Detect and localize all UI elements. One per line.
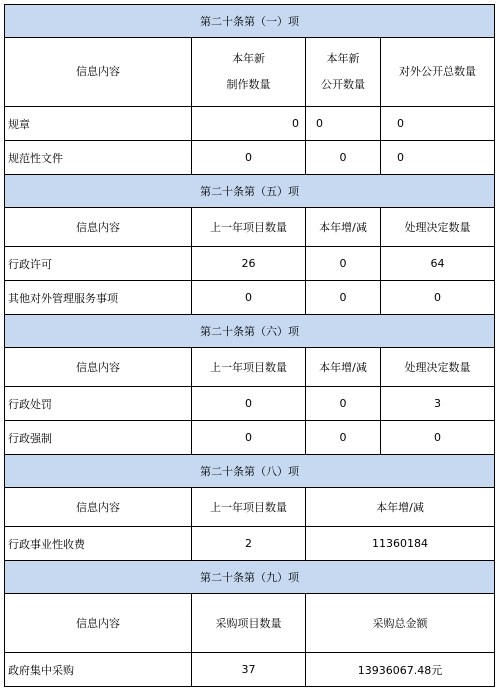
section-header-row [5,175,495,208]
table-row [5,527,495,561]
column-header-row [5,488,495,527]
cell-value: 0 [306,247,381,281]
section-header-row [5,561,495,594]
col-header-new-made [192,38,306,107]
cell-value: 3 [381,387,495,421]
cell-value: 0 [306,281,381,315]
report-table [4,4,495,687]
cell-value: 0 [381,107,495,141]
col-header-change: 本年增/减 [306,488,495,527]
col-header-info: 信息内容 [5,38,192,107]
col-header-decisions: 处理决定数量 [381,208,495,247]
row-label: 政府集中采购 [5,653,192,687]
cell-value: 0 [381,141,495,175]
report-sheet [4,4,494,687]
section-header-row [5,5,495,38]
cell-value: 26 [192,247,306,281]
row-label: 规章 [5,107,192,141]
col-header-line: 制作数量 [226,78,271,91]
cell-value: 37 [192,653,306,687]
table-row [5,141,495,175]
cell-value: 0 [192,107,306,141]
section-title: 第二十条第（六）项 [5,315,495,348]
column-header-row [5,348,495,387]
table-row [5,107,495,141]
cell-value: 0 [381,281,495,315]
col-header-info: 信息内容 [5,594,192,653]
section-title: 第二十条第（八）项 [5,455,495,488]
table-row [5,281,495,315]
cell-value: 0 [192,281,306,315]
cell-value: 0 [306,107,381,141]
col-header-line: 公开数量 [321,78,365,91]
col-header-prev-count: 上一年项目数量 [192,208,306,247]
table-row [5,387,495,421]
row-label: 行政处罚 [5,387,192,421]
section-title: 第二十条第（五）项 [5,175,495,208]
cell-value: 0 [306,421,381,455]
col-header-info: 信息内容 [5,488,192,527]
cell-value: 13936067.48元 [306,653,495,687]
col-header-prev-count: 上一年项目数量 [192,348,306,387]
cell-value: 0 [192,421,306,455]
column-header-row [5,594,495,653]
col-header-line: 本年新 [326,52,360,65]
cell-value: 2 [192,527,306,561]
table-row [5,653,495,687]
col-header-change: 本年增/减 [306,208,381,247]
col-header-change: 本年增/减 [306,348,381,387]
column-header-row [5,208,495,247]
row-label: 行政许可 [5,247,192,281]
col-header-line: 本年新 [232,52,265,65]
section-title: 第二十条第（一）项 [5,5,495,38]
section-header-row [5,315,495,348]
row-label: 规范性文件 [5,141,192,175]
col-header-prev-count: 上一年项目数量 [192,488,306,527]
col-header-info: 信息内容 [5,348,192,387]
row-label: 行政强制 [5,421,192,455]
cell-value: 0 [381,421,495,455]
col-header-total: 对外公开总数量 [381,38,495,107]
column-header-row [5,38,495,107]
cell-value: 0 [192,141,306,175]
col-header-new-published [306,38,381,107]
row-label: 其他对外管理服务事项 [5,281,192,315]
cell-value: 0 [192,387,306,421]
table-row [5,247,495,281]
col-header-purchase-count: 采购项目数量 [192,594,306,653]
table-row [5,421,495,455]
col-header-decisions: 处理决定数量 [381,348,495,387]
cell-value: 11360184 [306,527,495,561]
section-title: 第二十条第（九）项 [5,561,495,594]
row-label: 行政事业性收费 [5,527,192,561]
cell-value: 64 [381,247,495,281]
cell-value: 0 [306,141,381,175]
col-header-info: 信息内容 [5,208,192,247]
col-header-purchase-amount: 采购总金额 [306,594,495,653]
section-header-row [5,455,495,488]
cell-value: 0 [306,387,381,421]
